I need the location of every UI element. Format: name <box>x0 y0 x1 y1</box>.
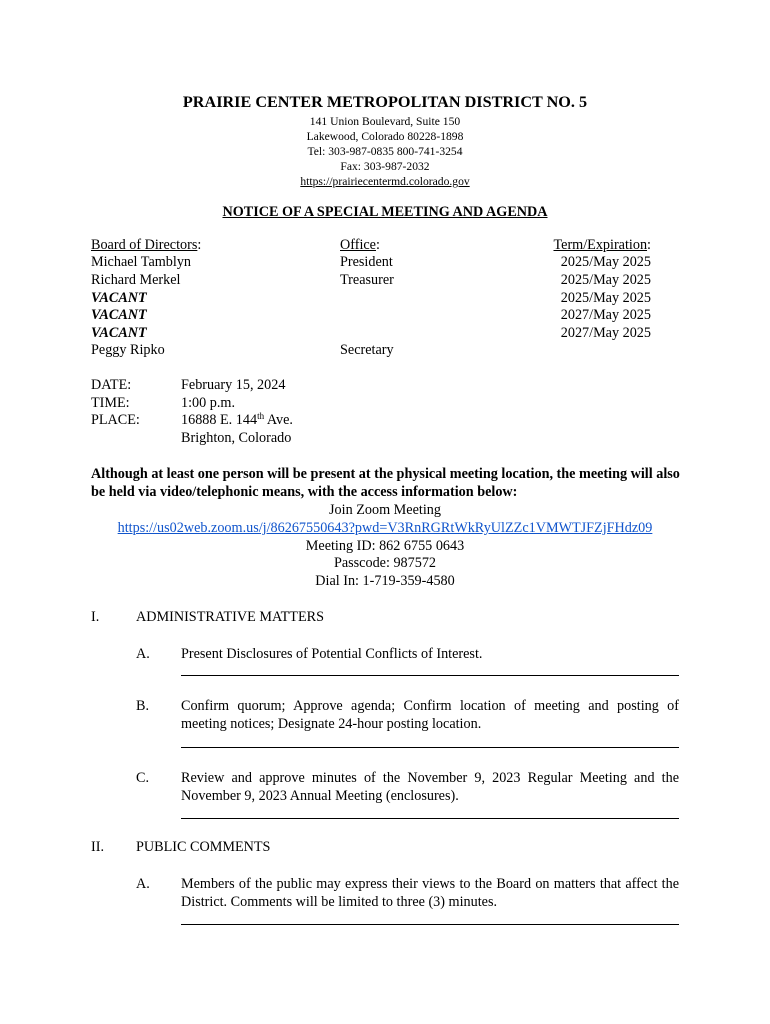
board-header-directors: Board of Directors: <box>91 237 202 253</box>
address-line-1: 141 Union Boulevard, Suite 150 <box>309 115 461 128</box>
agenda-item-rule <box>181 818 679 819</box>
director-term: 2025/May 2025 <box>560 272 651 288</box>
virtual-meeting-notice: Although at least one person will be present at the physical meeting location, the meeting will also be held via video/telephonic means, with the access information below: <box>91 466 680 500</box>
agenda-item-letter: B. <box>136 698 150 714</box>
website-link[interactable]: https://prairiecentermd.colorado.gov <box>300 175 470 188</box>
agenda-item-letter: A. <box>136 646 150 662</box>
place-label: PLACE: <box>91 412 140 428</box>
agenda-item-rule <box>181 747 679 748</box>
director-name: VACANT <box>91 325 147 341</box>
agenda-item-text: Review and approve minutes of the November 9, 2023 Regular Meeting and the November 9, 2023 Annual Meeting (enclosures). <box>181 770 679 804</box>
dial-in: Dial In: 1-719-359-4580 <box>315 573 455 589</box>
agenda-section-number: I. <box>91 609 100 625</box>
join-zoom-label: Join Zoom Meeting <box>329 502 441 518</box>
meeting-time: 1:00 p.m. <box>181 395 235 411</box>
agenda-item-text: Confirm quorum; Approve agenda; Confirm location of meeting and posting of meeting notices; Designate 24-hour posting location. <box>181 698 679 732</box>
address-line-2: Lakewood, Colorado 80228-1898 <box>306 130 464 143</box>
director-name: Richard Merkel <box>91 272 181 288</box>
district-title: PRAIRIE CENTER METROPOLITAN DISTRICT NO. 5 <box>182 93 588 111</box>
telephone-line: Tel: 303-987-0835 800-741-3254 <box>307 145 463 158</box>
director-term: 2025/May 2025 <box>560 254 651 270</box>
director-office: President <box>340 254 393 270</box>
director-office: Treasurer <box>340 272 394 288</box>
date-label: DATE: <box>91 377 132 393</box>
director-name: Peggy Ripko <box>91 342 165 358</box>
zoom-link[interactable]: https://us02web.zoom.us/j/86267550643?pwd=V3RnRGRtWkRyUlZZc1VMWTJFZjFHdz09 <box>117 520 653 536</box>
meeting-date: February 15, 2024 <box>181 377 286 393</box>
agenda-section-title: ADMINISTRATIVE MATTERS <box>136 609 324 625</box>
passcode: Passcode: 987572 <box>333 555 437 571</box>
board-header-term: Term/Expiration: <box>553 237 651 253</box>
meeting-place: 16888 E. 144th Ave. <box>181 411 293 428</box>
agenda-item-text: Members of the public may express their views to the Board on matters that affect the District. Comments will be limited to three (3) minutes. <box>181 876 679 910</box>
agenda-item-rule <box>181 675 679 676</box>
board-header-office: Office: <box>340 237 380 253</box>
agenda-item-rule <box>181 924 679 925</box>
agenda-item-text: Present Disclosures of Potential Conflicts of Interest. <box>181 646 483 662</box>
agenda-item-letter: A. <box>136 876 150 892</box>
director-name: VACANT <box>91 290 147 306</box>
agenda-section-number: II. <box>91 839 104 855</box>
time-label: TIME: <box>91 395 130 411</box>
meeting-city: Brighton, Colorado <box>181 430 292 446</box>
director-term: 2025/May 2025 <box>560 290 651 306</box>
director-office: Secretary <box>340 342 394 358</box>
director-term: 2027/May 2025 <box>560 307 651 323</box>
meeting-id: Meeting ID: 862 6755 0643 <box>305 538 465 554</box>
agenda-section-title: PUBLIC COMMENTS <box>136 839 271 855</box>
notice-title: NOTICE OF A SPECIAL MEETING AND AGENDA <box>222 204 548 220</box>
director-term: 2027/May 2025 <box>560 325 651 341</box>
agenda-item-letter: C. <box>136 770 150 786</box>
director-name: VACANT <box>91 307 147 323</box>
fax-line: Fax: 303-987-2032 <box>340 160 430 173</box>
director-name: Michael Tamblyn <box>91 254 192 270</box>
